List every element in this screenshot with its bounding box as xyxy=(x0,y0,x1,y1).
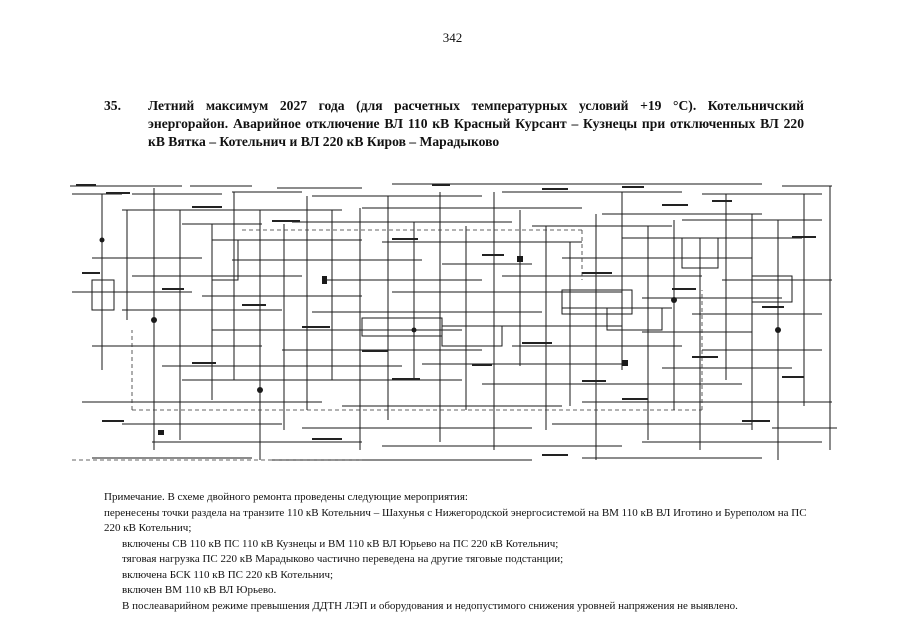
notes-item: включен ВМ 110 кВ ВЛ Юрьево. xyxy=(122,584,277,596)
notes-item: включены СВ 110 кВ ПС 110 кВ Кузнецы и ВМ 110 кВ ВЛ Юрьево на ПС 220 кВ Котельнич; xyxy=(122,537,559,550)
power-grid-schematic xyxy=(62,180,842,465)
section-title: Летний максимум 2027 года (для расчетных температурных условий +19 °С). Котельничский энергорайон. Аварийное отключение ВЛ 110 кВ Красный Курсант – Кузнецы при отключенных ВЛ 220 кВ Вятка – Котельнич и ВЛ 220 кВ Киров – Марадыково xyxy=(148,98,804,149)
notes-title: Примечание. В схеме двойного ремонта проведены следующие мероприятия: xyxy=(104,491,468,503)
notes-item: включена БСК 110 кВ ПС 220 кВ Котельнич; xyxy=(122,568,334,581)
notes-conclusion: В послеаварийном режиме превышения ДДТН ЛЭП и оборудования и недопустимого снижения уровней напряжения не выявлено. xyxy=(122,599,738,612)
notes-item: перенесены точки раздела на транзите 110 кВ Котельнич – Шахунья с Нижегородской энергосистемой на ВМ 110 кВ ВЛ Иготино и Буреполом на ПС 220 кВ Котельнич; xyxy=(104,506,807,534)
section-number: 35. xyxy=(104,98,121,113)
page-number: 342 xyxy=(442,30,463,45)
notes-item: тяговая нагрузка ПС 220 кВ Марадыково частично переведена на другие тяговые подстанции; xyxy=(122,553,564,565)
section-heading xyxy=(104,97,804,151)
schematic-drawing xyxy=(62,180,842,465)
notes-section xyxy=(102,490,822,614)
